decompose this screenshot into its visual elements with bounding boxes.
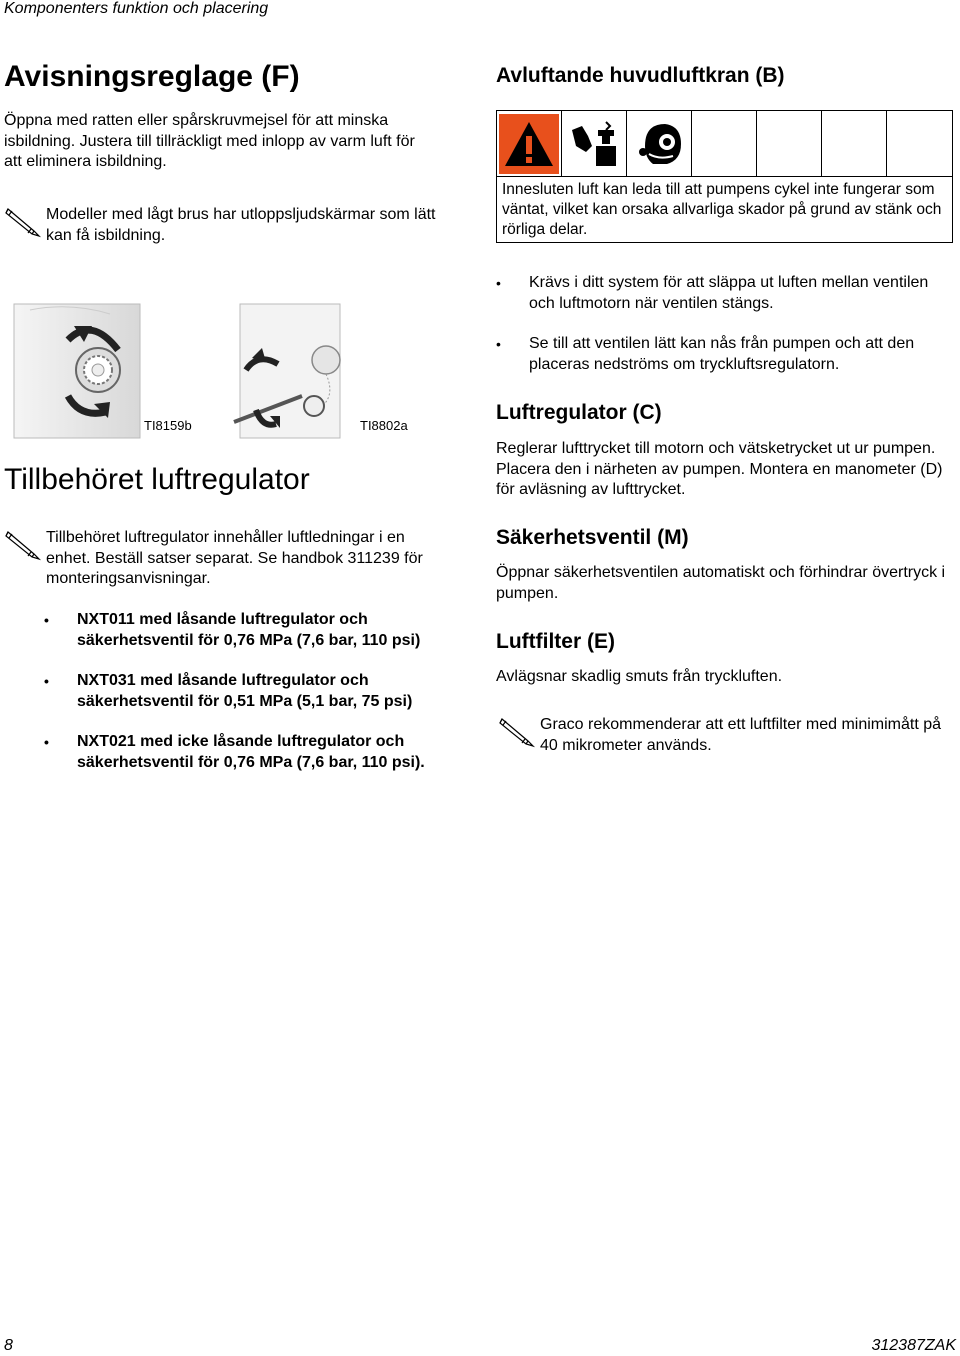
- list-item: • Krävs i ditt system för att släppa ut luften mellan ventilen och luftmotorn när ventilen stängs.: [496, 273, 956, 314]
- warning-cell-empty: [692, 111, 757, 176]
- accessory-kit-list: [44, 610, 454, 793]
- deicing-note: [4, 205, 444, 246]
- warning-cell: [497, 111, 562, 176]
- face-shield-icon: [631, 116, 687, 172]
- accessory-note-text: Tillbehöret luftregulator innehåller luftledningar i en enhet. Beställ satser separat. Se handbok 311239 för monteringsanvisningar.: [46, 529, 423, 587]
- moving-parts-hand-icon: [566, 116, 622, 172]
- deicing-knob-figure: [10, 300, 150, 440]
- safety-valve-title: Säkerhetsventil (M): [496, 526, 689, 549]
- warning-triangle-icon: [499, 114, 559, 174]
- pencil-note-icon: [4, 205, 42, 239]
- list-item: • NXT021 med icke låsande luftregulator och säkerhetsventil för 0,76 MPa (7,6 bar, 110 psi).: [44, 732, 454, 773]
- warning-box: [496, 110, 953, 243]
- warning-icon-row: [497, 111, 952, 177]
- regulator-title: Luftregulator (C): [496, 401, 662, 424]
- warning-cell-empty: [757, 111, 822, 176]
- figure-caption-2: TI8802a: [360, 418, 408, 433]
- accessory-note: [4, 528, 444, 590]
- warning-text: Innesluten luft kan leda till att pumpens cykel inte fungerar som väntat, vilket kan orsaka allvarliga skador på grund av stänk och rörliga delar.: [502, 181, 942, 238]
- air-filter-note-text: Graco rekommenderar att ett luftfilter med minimimått på 40 mikrometer används.: [540, 716, 942, 754]
- air-filter-note: [498, 715, 948, 756]
- page-number: 8: [4, 1337, 13, 1354]
- deicing-text: Öppna med ratten eller spårskruvmejsel för att minska isbildning. Justera till tillräckligt med inlopp av varm luft för att eliminera isbildning.: [4, 112, 415, 170]
- warning-cell-empty: [822, 111, 887, 176]
- pencil-note-icon: [4, 528, 42, 562]
- bleed-valve-list: [496, 273, 956, 395]
- list-item: • Se till att ventilen lätt kan nås från pumpen och att den placeras nedströms om tryckluftsregulatorn.: [496, 334, 956, 375]
- accessory-title: Tillbehöret luftregulator: [4, 463, 310, 496]
- document-number: 312387ZAK: [871, 1337, 956, 1354]
- air-filter-text: Avlägsnar skadlig smuts från tryckluften.: [496, 668, 783, 685]
- air-filter-title: Luftfilter (E): [496, 630, 615, 653]
- bleed-valve-title: Avluftande huvudluftkran (B): [496, 64, 785, 87]
- list-item: • NXT011 med låsande luftregulator och säkerhetsventil för 0,76 MPa (7,6 bar, 110 psi): [44, 610, 454, 651]
- regulator-text: Reglerar lufttrycket till motorn och vätsketrycket ut ur pumpen. Placera den i närheten av pumpen. Montera en manometer (D) för avläsning av lufttrycket.: [496, 440, 943, 498]
- warning-cell: [627, 111, 692, 176]
- figure-caption-1: TI8159b: [144, 418, 192, 433]
- safety-valve-text: Öppnar säkerhetsventilen automatiskt och förhindrar övertryck i pumpen.: [496, 564, 946, 602]
- running-header: Komponenters funktion och placering: [4, 0, 269, 17]
- list-item: • NXT031 med låsande luftregulator och säkerhetsventil för 0,51 MPa (5,1 bar, 75 psi): [44, 671, 454, 712]
- warning-cell-empty: [887, 111, 952, 176]
- pencil-note-icon: [498, 715, 536, 749]
- deicing-note-text: Modeller med lågt brus har utloppsljudskärmar som lätt kan få isbildning.: [46, 206, 436, 244]
- warning-cell: [562, 111, 627, 176]
- deicing-title: Avisningsreglage (F): [4, 60, 300, 93]
- deicing-screwdriver-figure: [232, 300, 362, 440]
